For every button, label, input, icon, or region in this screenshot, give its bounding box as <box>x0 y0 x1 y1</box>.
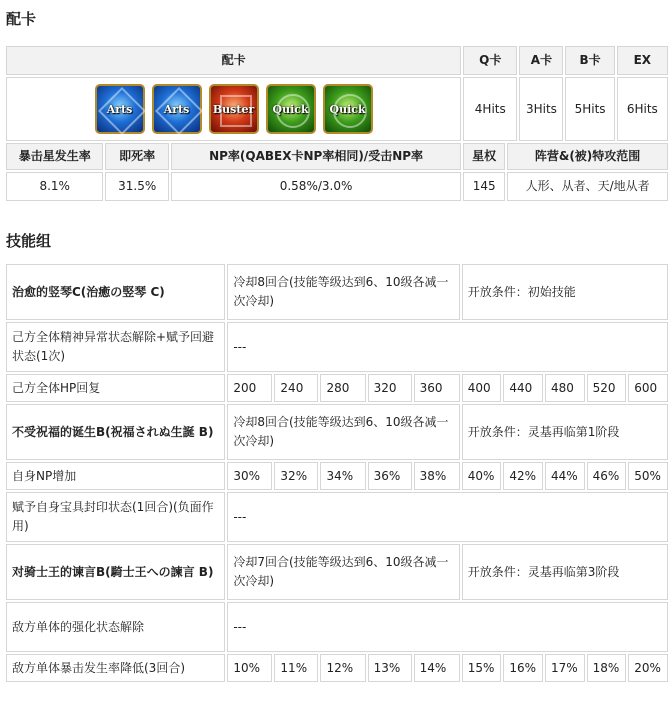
skill-effect-row <box>6 374 668 402</box>
effect-value: 360 <box>414 374 460 402</box>
effect-value: 400 <box>462 374 502 402</box>
effect-value: 320 <box>368 374 412 402</box>
skill-cooldown: 冷却7回合(技能等级达到6、10级各减一次冷却) <box>227 544 459 600</box>
section-title-cards: 配卡 <box>6 10 37 28</box>
a-hits: 3Hits <box>519 77 563 141</box>
section-title-skills: 技能组 <box>6 232 52 250</box>
ex-hits: 6Hits <box>617 77 668 141</box>
skill-effect-row <box>6 602 668 652</box>
effect-value: 30% <box>227 462 272 490</box>
effect-value: 20% <box>628 654 668 682</box>
skill-header-row <box>6 544 668 600</box>
skill-effect-row <box>6 654 668 682</box>
effect-value: 44% <box>545 462 585 490</box>
effect-value-none: --- <box>227 322 668 372</box>
effect-value-none: --- <box>227 492 668 542</box>
arts-card-icon <box>95 84 145 134</box>
card-deck <box>12 82 455 136</box>
effect-value: 18% <box>587 654 627 682</box>
effect-value: 10% <box>227 654 272 682</box>
skill-unlock: 开放条件：灵基再临第3阶段 <box>462 544 668 600</box>
skill-unlock: 开放条件：灵基再临第1阶段 <box>462 404 668 460</box>
effect-value: 240 <box>274 374 318 402</box>
effect-value: 14% <box>414 654 460 682</box>
effect-value: 46% <box>587 462 627 490</box>
effect-value: 16% <box>503 654 543 682</box>
star-rate-value: 8.1% <box>6 172 103 201</box>
effect-value: 440 <box>503 374 543 402</box>
card-label: Quick <box>329 102 366 116</box>
header-np-rate: NP率(QABEX卡NP率相同)/受击NP率 <box>171 143 461 170</box>
effect-value: 600 <box>628 374 668 402</box>
header-traits: 阵营&(被)特攻范围 <box>507 143 668 170</box>
skill-cooldown: 冷却8回合(技能等级达到6、10级各减一次冷却) <box>227 264 459 320</box>
header-card: 配卡 <box>6 46 461 75</box>
header-death-rate: 即死率 <box>105 143 169 170</box>
effect-value: 12% <box>320 654 365 682</box>
effect-value: 17% <box>545 654 585 682</box>
skill-name: 不受祝福的诞生B(祝福されぬ生誕 B) <box>6 404 225 460</box>
skill-header-row <box>6 264 668 320</box>
star-weight-value: 145 <box>463 172 505 201</box>
effect-value: 50% <box>628 462 668 490</box>
quick-card-icon <box>323 84 373 134</box>
effect-label: 赋予自身宝具封印状态(1回合)(负面作用) <box>6 492 225 542</box>
card-label: Buster <box>212 102 255 116</box>
skill-name: 对骑士王的谏言B(騎士王への諫言 B) <box>6 544 225 600</box>
death-rate-value: 31.5% <box>105 172 169 201</box>
header-q: Q卡 <box>463 46 517 75</box>
effect-value: 34% <box>320 462 365 490</box>
effect-value: 38% <box>414 462 460 490</box>
header-a: A卡 <box>519 46 563 75</box>
b-hits: 5Hits <box>565 77 614 141</box>
skill-effect-row <box>6 492 668 542</box>
effect-label: 自身NP增加 <box>6 462 225 490</box>
np-rate-value: 0.58%/3.0% <box>171 172 461 201</box>
effect-value: 15% <box>462 654 502 682</box>
header-ex: EX <box>617 46 668 75</box>
effect-value: 280 <box>320 374 365 402</box>
header-star-rate: 暴击星发生率 <box>6 143 103 170</box>
effect-label: 敌方单体的强化状态解除 <box>6 602 225 652</box>
card-label: Arts <box>106 102 133 116</box>
skill-unlock: 开放条件：初始技能 <box>462 264 668 320</box>
skill-name: 治愈的竖琴C(治癒の竪琴 C) <box>6 264 225 320</box>
header-star-weight: 星权 <box>463 143 505 170</box>
effect-value: 13% <box>368 654 412 682</box>
card-label: Quick <box>272 102 309 116</box>
effect-value: 520 <box>587 374 627 402</box>
effect-value: 200 <box>227 374 272 402</box>
effect-value: 42% <box>503 462 543 490</box>
card-deck-cell <box>6 77 461 141</box>
skill-effect-row <box>6 322 668 372</box>
effect-label: 己方全体精神异常状态解除+赋予回避状态(1次) <box>6 322 225 372</box>
effect-value: 40% <box>462 462 502 490</box>
effect-value: 32% <box>274 462 318 490</box>
effect-value: 11% <box>274 654 318 682</box>
card-label: Arts <box>163 102 190 116</box>
skill-cooldown: 冷却8回合(技能等级达到6、10级各减一次冷却) <box>227 404 459 460</box>
buster-card-icon <box>209 84 259 134</box>
skill-header-row <box>6 404 668 460</box>
effect-value: 36% <box>368 462 412 490</box>
arts-card-icon <box>152 84 202 134</box>
effect-label: 敌方单体暴击发生率降低(3回合) <box>6 654 225 682</box>
quick-card-icon <box>266 84 316 134</box>
effect-value-none: --- <box>227 602 668 652</box>
effect-label: 己方全体HP回复 <box>6 374 225 402</box>
skill-effect-row <box>6 462 668 490</box>
header-b: B卡 <box>565 46 614 75</box>
skill-table <box>4 262 670 684</box>
card-table <box>4 44 670 203</box>
traits-value: 人形、从者、天/地从者 <box>507 172 668 201</box>
effect-value: 480 <box>545 374 585 402</box>
q-hits: 4Hits <box>463 77 517 141</box>
